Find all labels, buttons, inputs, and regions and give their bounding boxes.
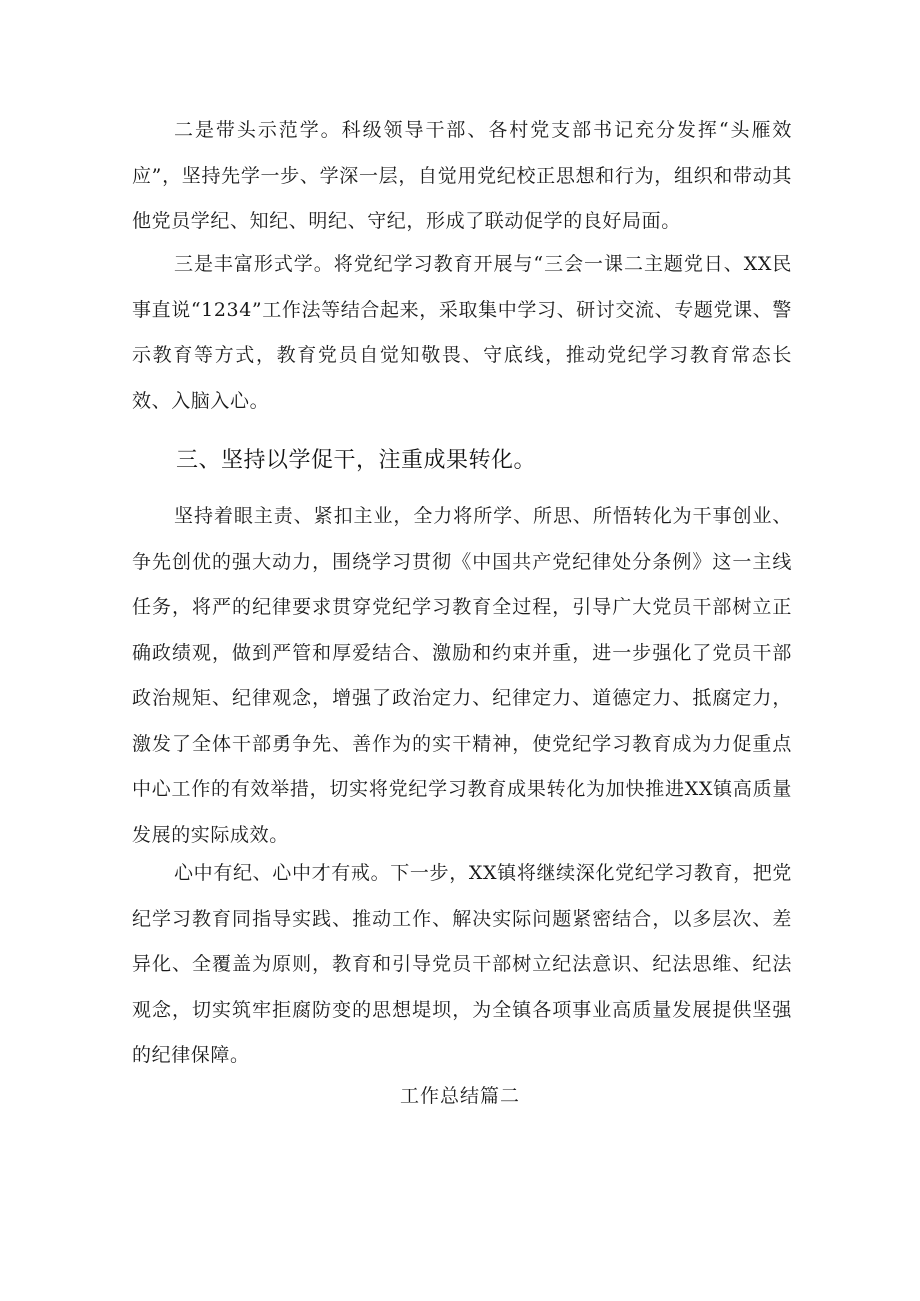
next-article-title: 工作总结篇二: [399, 1085, 520, 1107]
paragraph-next-steps: 心中有纪、心中才有戒。下一步，XX镇将继续深化党纪学习教育，把党纪学习教育同指导实践、推动工作、解决实际问题紧密结合，以多层次、差异化、全覆盖为原则，教育和引导党员干部树立纪法意识、纪法思维、纪法观念，切实筑牢拒腐防变的思想堤坝，为全镇各项事业高质量发展提供坚强的纪律保障。: [132, 862, 792, 1066]
paragraph-enrich-forms: 三是丰富形式学。将党纪学习教育开展与“三会一课二主题党日、XX民事直说“1234”工作法等结合起来，采取集中学习、研讨交流、专题党课、警示教育等方式，教育党员自觉知敬畏、守底线，推动党纪学习教育常态长效、入脑入心。: [132, 253, 792, 412]
paragraph-lead-by-example: 二是带头示范学。科级领导干部、各村党支部书记充分发挥“头雁效应”，坚持先学一步、学深一层，自觉用党纪校正思想和行为，组织和带动其他党员学纪、知纪、明纪、守纪，形成了联动促学的良好局面。: [132, 119, 792, 232]
section-heading: 三、坚持以学促干，注重成果转化。: [176, 448, 537, 473]
paragraph-results-transformation: 坚持着眼主责、紧扣主业，全力将所学、所思、所悟转化为干事创业、争先创优的强大动力，围绕学习贯彻《中国共产党纪律处分条例》这一主线任务，将严的纪律要求贯穿党纪学习教育全过程，引导广大党员干部树立正确政绩观，做到严管和厚爱结合、激励和约束并重，进一步强化了党员干部政治规矩、纪律观念，增强了政治定力、纪律定力、道德定力、抵腐定力，激发了全体干部勇争先、善作为的实干精神，使党纪学习教育成为力促重点中心工作的有效举措，切实将党纪学习教育成果转化为加快推进XX镇高质量发展的实际成效。: [132, 505, 792, 846]
